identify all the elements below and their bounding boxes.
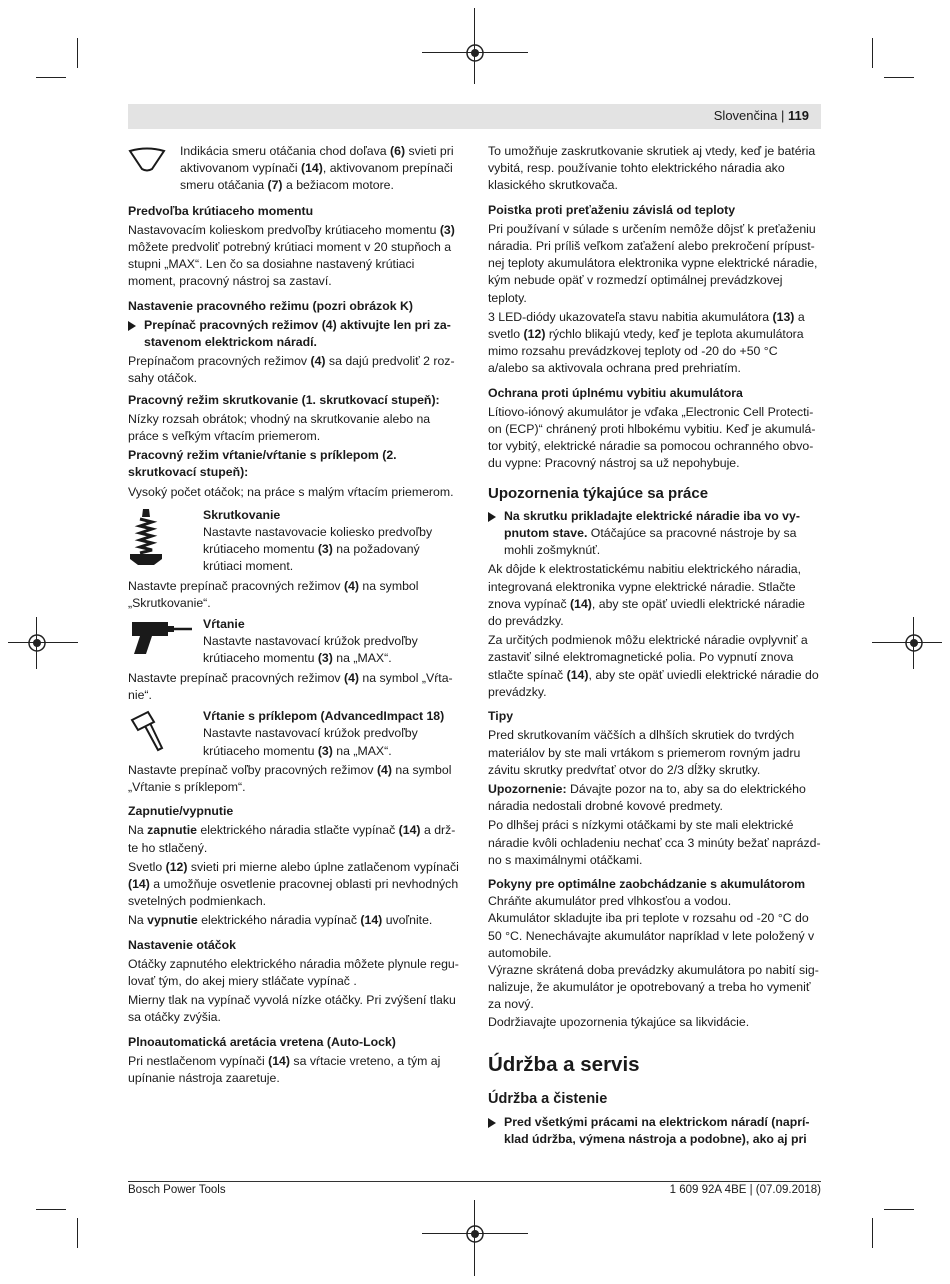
page-header [128,104,821,129]
screwing-after-text: Nastavte prepínač pracovných režimov (4) na symbol „Skrutkovanie“. [128,578,419,610]
impact-after-text: Nastavte prepínač voľby pracovných režimov (4) na symbol „Vŕtanie s príklepom“. [128,762,452,794]
crop-mark [77,38,78,68]
registration-mark-icon [27,633,47,653]
speed-heading: Nastavenie otáčok [128,937,236,952]
spindle-lock-continued-text: To umožňuje zaskrutkovanie skrutiek aj vtedy, keď je batéria vybitá, resp. používanie tohto elektrického náradia ako klasického skrutkovača. [488,144,816,193]
header-language: Slovenčina [713,108,778,123]
hammer-symbol-icon [128,710,168,752]
crop-mark [77,1218,78,1248]
crop-mark [872,38,873,68]
bullet-arrow-icon [488,1118,496,1128]
footer-brand: Bosch Power Tools [128,1184,226,1196]
registration-mark-icon [465,43,485,63]
work-text-2: Za určitých podmienok môžu elektrické náradie ovplyvniť a zastaviť silné elektromagnetické polia. Po vypnutí znova stlačte spínač (14), aby ste opäť uviedli elektrické náradie do prevádzky. [488,633,819,699]
mode-text: Prepínačom pracovných režimov (4) sa dajú predvoliť 2 rozsahy otáčok. [128,354,455,386]
onoff-text-1: Na zapnutie elektrického náradia stlačte vypínač (14) a držte ho stlačený. [128,823,456,855]
crop-mark [36,1209,66,1210]
crop-mark [872,1218,873,1248]
speed-text-2: Mierny tlak na vypínač vyvolá nízke otáčky. Pri zvýšení tlaku sa otáčky zvýšia. [128,993,456,1025]
work-text-1: Ak dôjde k elektrostatickému nabitiu elektrického náradia, integrovaná elektronika vypne elektrické náradie. Stlačte znova vypínač (14), aby ste opäť uviedli elektrické náradie do prevádzky. [488,562,806,629]
work-advice-heading: Upozornenia týkajúce sa práce [488,484,709,502]
mode-heading: Nastavenie pracovného režimu (pozri obrázok K) [128,298,413,313]
header-separator: | [781,108,785,123]
battery-text-3: Výrazne skrátená doba prevádzky akumulátora po nabití signalizuje, že akumulátor je opotrebovaný a treba ho vymeniť za nový. [488,962,819,1012]
bullet-arrow-icon [128,321,136,331]
maintenance-heading: Údržba a servis [488,1052,640,1076]
left-column [128,143,461,1089]
right-column [488,143,821,1150]
impact-title: Vŕtanie s príklepom (AdvancedImpact 18) [203,709,445,724]
deep-discharge-heading: Ochrana proti úplnému vybitiu akumulátora [488,385,743,400]
rotation-left-indicator-icon [128,147,166,173]
drilling-text: Nastavte nastavovací krúžok predvoľby krútiaceho momentu (3) na „MAX“. [203,634,418,666]
crop-mark [36,77,66,78]
thermal-text-2: 3 LED-diódy ukazovateľa stavu nabitia akumulátora (13) a svetlo (12) rýchlo blikajú vtedy, keď je teplota akumulátora mimo rozsahu prevádzkovej teploty od -20 do +50 °C a/alebo sa aktivovala ochrana pred prehriatím. [488,309,805,376]
tips-text-1: Pred skrutkovaním väčších a dlhších skrutiek do tvrdých materiálov by ste mali vrtákom s priemerom rovným jadru závitu skrutky predvŕtať otvor do 2/3 dĺžky skrutky. [488,728,801,777]
crop-mark [884,1209,914,1210]
drilling-block [128,616,461,668]
impact-text: Nastavte nastavovací krúžok predvoľby krútiaceho momentu (3) na „MAX“. [203,726,418,758]
page-number: 119 [788,108,809,123]
drill-symbol-icon [128,618,194,656]
screwing-title: Skrutkovanie [203,507,281,522]
battery-text-1: Chráňte akumulátor pred vlhkosťou a vodou. [488,894,732,909]
battery-heading: Pokyny pre optimálne zaobchádzanie s akumulátorom [488,876,806,891]
drilling-title: Vŕtanie [203,617,245,632]
onoff-heading: Zapnutie/vypnutie [128,804,234,819]
rotation-indicator-text: Indikácia smeru otáčania chod doľava (6) svieti pri aktivovanom vypínači (14), aktivovanom prepínači smeru otáčania (7) a bežiacom motore. [180,144,454,193]
cleaning-heading: Údržba a čistenie [488,1090,608,1107]
drill-mode-heading: Pracovný režim vŕtanie/vŕtanie s príklepom (2. skrutkovací stupeň): [128,448,397,480]
crop-mark [884,77,914,78]
deep-discharge-text: Lítiovo-iónový akumulátor je vďaka „Electronic Cell Protection (ECP)“ chránený proti hlbokému vybitiu. Keď je akumulátor vybitý, elektrické náradie sa pomocou ochranného obvodu vypne: Pracovný nástroj sa už nepohybuje. [488,404,816,471]
onoff-text-3: Na vypnutie elektrického náradia vypínač (14) uvoľnite. [128,913,433,928]
screwdriver-symbol-icon [128,509,164,565]
screwing-text: Nastavte nastavovacie koliesko predvoľby krútiaceho momentu (3) na požadovaný krútiaci moment. [203,525,433,574]
bullet-arrow-icon [488,512,496,522]
onoff-text-2: Svetlo (12) svieti pri mierne alebo úplne zatlačenom vypínači (14) a umožňuje osvetlenie pracovnej oblasti pri nevhodných svetelných podmienkach. [128,859,459,909]
impact-block [128,708,461,760]
footer-doc-id: 1 609 92A 4BE | (07.09.2018) [669,1184,821,1196]
tips-heading: Tipy [488,709,514,724]
screw-mode-text: Nízky rozsah obrátok; vhodný na skrutkovanie alebo na práce s veľkým vŕtacím priemerom. [128,411,431,444]
mode-warning-bullet: Prepínač pracovných režimov (4) aktivujte len pri zastavenom elektrickom náradí. [128,317,461,351]
registration-mark-icon [904,633,924,653]
drill-mode-text: Vysoký počet otáčok; na práce s malým vŕtacím priemerom. [128,484,454,499]
registration-mark-icon [465,1224,485,1244]
thermal-heading: Poistka proti preťaženiu závislá od teploty [488,202,736,217]
cleaning-warning-bullet: Pred všetkými prácami na elektrickom náradí (napríklad údržba, výmena nástroja a podobne), ako aj pri [488,1114,821,1148]
battery-text-2: Akumulátor skladujte iba pri teplote v rozsahu od -20 °C do 50 °C. Nenechávajte akumulátor napríklad v lete položený v automobile. [488,911,815,960]
work-warning-bullet: Na skrutku prikladajte elektrické náradie iba vo vypnutom stave. Otáčajúce sa pracovné nástroje by sa mohli zošmyknúť. [488,508,821,560]
screwing-block [128,507,461,576]
autolock-heading: Plnoautomatická aretácia vretena (Auto-Lock) [128,1034,396,1049]
thermal-text-1: Pri používaní v súlade s určením nemôže dôjsť k preťaženiu náradia. Pri príliš veľkom zaťažení alebo prekročení prípustnej teploty akumulátora elektronika vypne elektrické náradie, kým nebude opäť v rozmedzí optimálnej prevádzkovej teploty. [488,221,818,305]
tips-text-3: Po dlhšej práci s nízkymi otáčkami by ste mali elektrické náradie kvôli ochladeniu nechať cca 3 minúty bežať naprázdno s maximálnymi otáčkami. [488,818,821,867]
drilling-after-text: Nastavte prepínač pracovných režimov (4) na symbol „Vŕtanie“. [128,670,453,702]
header-title [714,108,809,123]
battery-text-4: Dodržiavajte upozornenia týkajúce sa likvidácie. [488,1014,750,1029]
tips-text-2: Upozornenie: Dávajte pozor na to, aby sa do elektrického náradia nedostali drobné kovové predmety. [488,781,806,814]
screw-mode-heading: Pracovný režim skrutkovanie (1. skrutkovací stupeň): [128,392,440,407]
torque-heading: Predvoľba krútiaceho momentu [128,203,314,218]
rotation-indicator-note [128,143,461,195]
speed-text-1: Otáčky zapnutého elektrického náradia môžete plynule regulovať tým, do akej miery stláčate vypínač . [128,956,459,988]
autolock-text: Pri nestlačenom vypínači (14) sa vŕtacie vreteno, a tým aj upínanie nástroja zaaretuje. [128,1053,441,1085]
torque-text: Nastavovacím kolieskom predvoľby krútiaceho momentu (3) môžete predvoliť potrebný krútiaci moment v 20 stupňoch a stupni „MAX“. Len čo sa dosiahne nastavený krútiaci moment, pracovný nástroj sa zastaví. [128,222,455,289]
footer-divider [128,1181,821,1182]
